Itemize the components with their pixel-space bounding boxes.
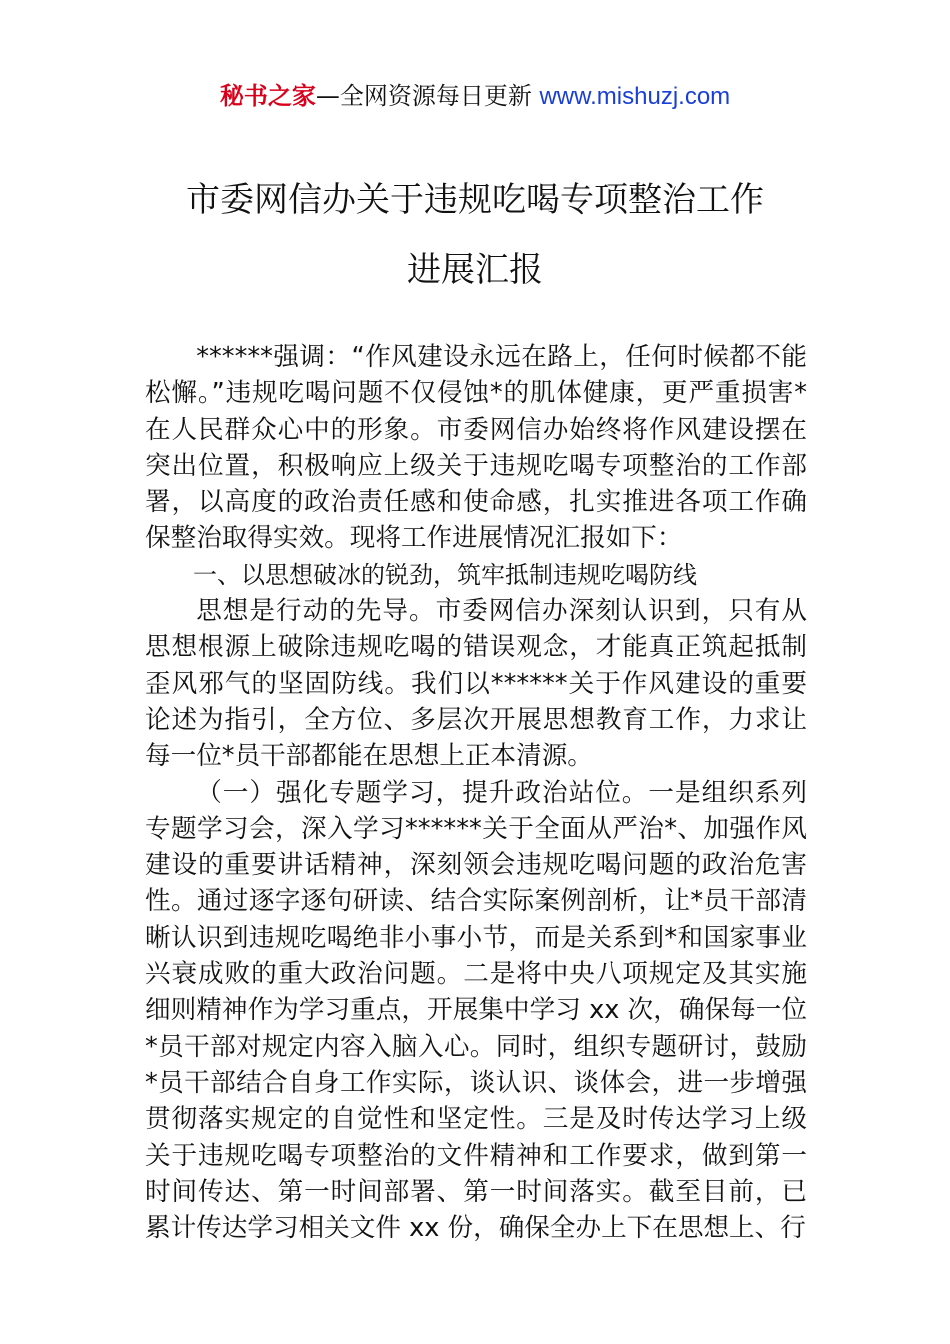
section-heading-1: 一、以思想破冰的锐劲，筑牢抵制违规吃喝防线 [193,560,697,589]
site-url-link[interactable]: www.mishuzj.com [539,83,731,110]
document-title-line-2: 进展汇报 [407,250,543,290]
header-tagline: 全网资源每日更新 [339,82,540,110]
document-body [145,339,807,1246]
site-header [0,80,950,113]
brand-name: 秘书之家 [219,82,316,110]
intro-paragraph: ******强调：“作风建设永远在路上，任何时候都不能松懈。”违规吃喝问题不仅侵蚀*的肌体健康，更严重损害*在人民群众心中的形象。市委网信办始终将作风建设摆在突出位置，积极响应上级关于违规吃喝专项整治的工作部署，以高度的政治责任感和使命感，扎实推进各项工作确保整治取得实效。现将工作进展情况汇报如下： [145,342,807,554]
document-title-line-1: 市委网信办关于违规吃喝专项整治工作 [186,180,764,220]
header-dash: — [315,82,340,110]
body-paragraph: （一）强化专题学习，提升政治站位。一是组织系列专题学习会，深入学习******关于全面从严治*、加强作风建设的重要讲话精神，深刻领会违规吃喝问题的政治危害性。通过逐字逐句研读、结合实际案例剖析，让*员干部清晰认识到违规吃喝绝非小事小节，而是关系到*和国家事业兴衰成败的重大政治问题。二是将中央八项规定及其实施细则精神作为学习重点，开展集中学习 xx 次，确保每一位*员干部对规定内容入脑入心。同时，组织专题研讨，鼓励*员干部结合自身工作实际，谈认识、谈体会，进一步增强贯彻落实规定的自觉性和坚定性。三是及时传达学习上级关于违规吃喝专项整治的文件精神和工作要求，做到第一时间传达、第一时间部署、第一时间落实。截至目前，已累计传达学习相关文件 xx 份，确保全办上下在思想上、行 [145,777,807,1244]
body-paragraph: 思想是行动的先导。市委网信办深刻认识到，只有从思想根源上破除违规吃喝的错误观念，才能真正筑起抵制歪风邪气的坚固防线。我们以******关于作风建设的重要论述为指引，全方位、多层次开展思想教育工作，力求让每一位*员干部都能在思想上正本清源。 [145,596,807,772]
